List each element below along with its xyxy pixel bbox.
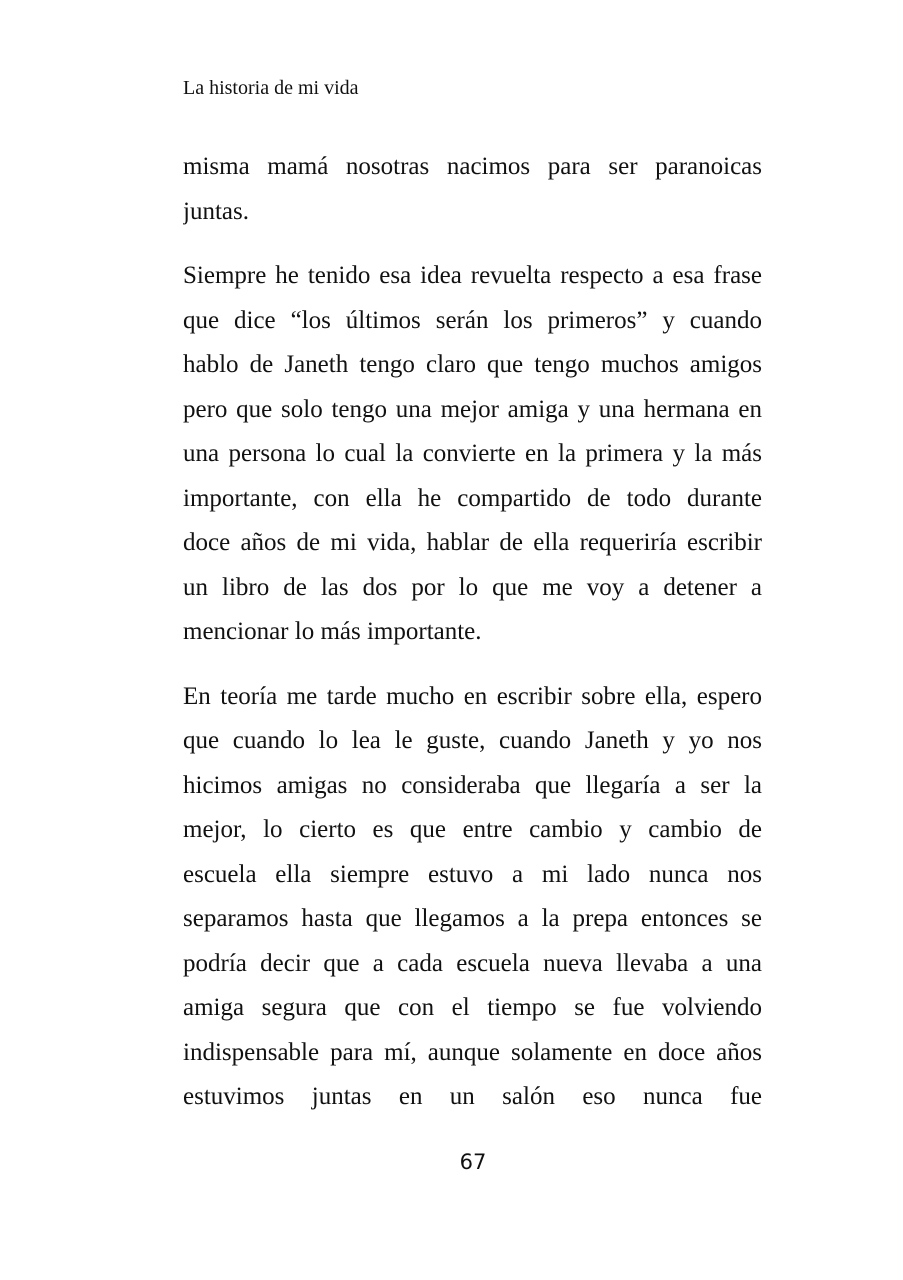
text-line: amiga segura que con el tiempo se fue volviendo <box>183 994 762 1021</box>
running-header: La historia de mi vida <box>183 77 359 99</box>
page-number: 67 <box>459 1150 487 1174</box>
text-line: que cuando lo lea le guste, cuando Janeth y yo nos <box>183 727 762 754</box>
text-line: un libro de las dos por lo que me voy a detener a <box>183 573 762 601</box>
text-line: que dice “los últimos serán los primeros” y cuando <box>183 306 762 334</box>
text-line: juntas. <box>183 197 249 225</box>
text-line: Siempre he tenido esa idea revuelta respecto a esa frase <box>183 262 762 289</box>
text-line: misma mamá nosotras nacimos para ser paranoicas <box>183 153 762 180</box>
paragraph <box>183 254 762 655</box>
text-line: mencionar lo más importante. <box>183 618 482 645</box>
text-line: hablo de Janeth tengo claro que tengo muchos amigos <box>183 351 762 378</box>
text-line: escuela ella siempre estuvo a mi lado nunca nos <box>183 860 762 888</box>
text-line: separamos hasta que llegamos a la prepa entonces se <box>183 905 762 932</box>
text-line: una persona lo cual la convierte en la primera y la más <box>183 440 762 467</box>
text-line: doce años de mi vida, hablar de ella requeriría escribir <box>183 529 762 556</box>
paragraph <box>183 675 762 1120</box>
text-line: importante, con ella he compartido de todo durante <box>183 484 762 512</box>
text-line: hicimos amigas no consideraba que llegaría a ser la <box>183 771 762 799</box>
text-line: estuvimos juntas en un salón eso nunca fue <box>183 1083 762 1110</box>
text-line: En teoría me tarde mucho en escribir sobre ella, espero <box>183 682 762 710</box>
text-line: indispensable para mí, aunque solamente en doce años <box>183 1038 762 1066</box>
body-text <box>183 145 762 1140</box>
text-line: mejor, lo cierto es que entre cambio y cambio de <box>183 816 762 843</box>
text-line: podría decir que a cada escuela nueva llevaba a una <box>183 949 762 977</box>
paragraph <box>183 145 762 234</box>
text-line: pero que solo tengo una mejor amiga y una hermana en <box>183 395 762 423</box>
